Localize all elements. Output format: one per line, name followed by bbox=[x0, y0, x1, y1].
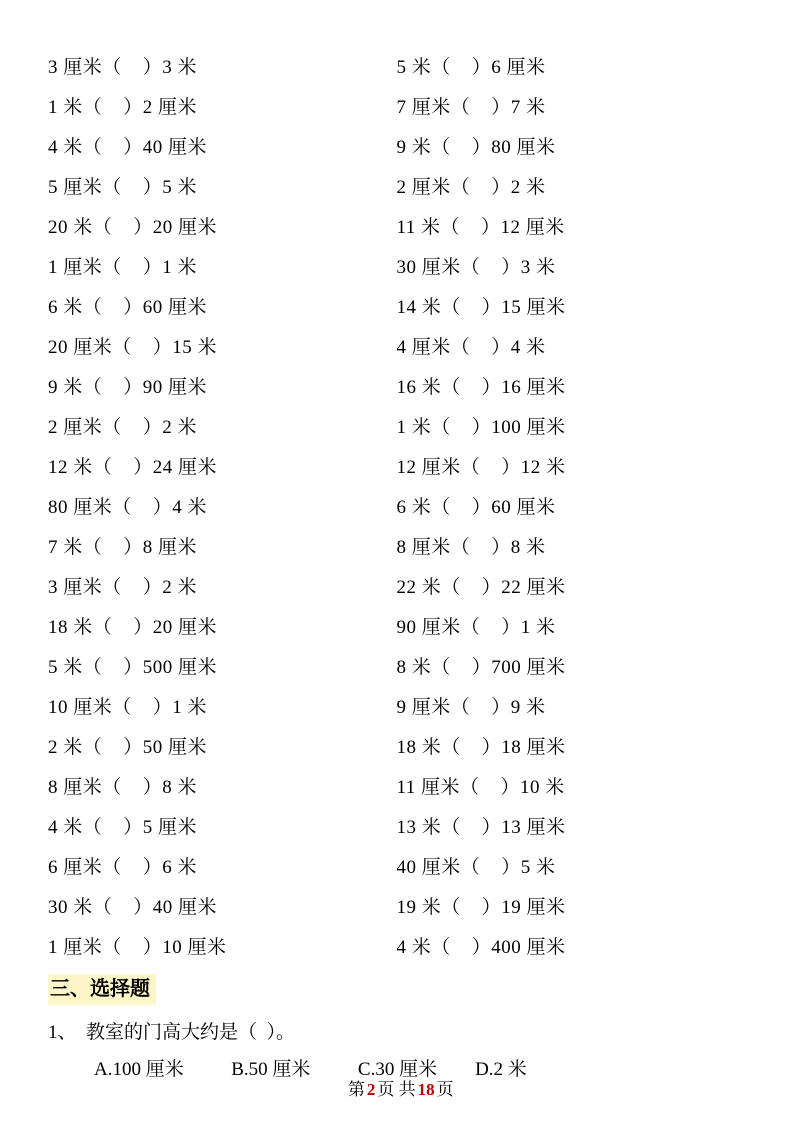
exercise-item: 20 厘米（ ）15 米 bbox=[48, 337, 218, 358]
exercise-item: 90 厘米（ ）1 米 bbox=[396, 617, 556, 638]
exercise-item: 9 米（ ）80 厘米 bbox=[396, 137, 556, 158]
exercise-item: 11 厘米（ ）10 米 bbox=[396, 777, 565, 798]
exercise-item: 8 米（ ）700 厘米 bbox=[396, 657, 566, 678]
exercise-item: 6 米（ ）60 厘米 bbox=[396, 497, 556, 518]
exercise-item: 2 厘米（ ）2 米 bbox=[396, 177, 546, 198]
footer-page-number: 2 bbox=[366, 1080, 376, 1099]
footer-total-pages: 18 bbox=[417, 1080, 435, 1099]
exercise-item: 3 厘米（ ）2 米 bbox=[48, 577, 198, 598]
exercise-item: 5 厘米（ ）5 米 bbox=[48, 177, 198, 198]
exercise-item: 14 米（ ）15 厘米 bbox=[396, 297, 566, 318]
exercise-column-right bbox=[397, 48, 746, 968]
exercise-item: 9 厘米（ ）9 米 bbox=[396, 697, 546, 718]
exercise-item: 2 厘米（ ）2 米 bbox=[48, 417, 198, 438]
exercise-item: 7 厘米（ ）7 米 bbox=[396, 97, 546, 118]
exercise-item: 18 米（ ）18 厘米 bbox=[396, 737, 566, 758]
footer-prefix: 第 bbox=[347, 1080, 365, 1099]
multiple-choice-options: A.100 厘米 B.50 厘米 C.30 厘米 D.2 米 bbox=[94, 1059, 527, 1080]
exercise-item: 9 米（ ）90 厘米 bbox=[48, 377, 208, 398]
exercise-item: 6 厘米（ ）6 米 bbox=[48, 857, 198, 878]
exercise-item: 3 厘米（ ）3 米 bbox=[48, 57, 198, 78]
exercise-item: 30 米（ ）40 厘米 bbox=[48, 897, 218, 918]
exercise-item: 16 米（ ）16 厘米 bbox=[396, 377, 566, 398]
exercise-item: 11 米（ ）12 厘米 bbox=[396, 217, 565, 238]
exercise-columns bbox=[48, 48, 745, 968]
exercise-item: 19 米（ ）19 厘米 bbox=[396, 897, 566, 918]
exercise-item: 1 厘米（ ）1 米 bbox=[48, 257, 198, 278]
exercise-item: 2 米（ ）50 厘米 bbox=[48, 737, 208, 758]
exercise-item: 5 米（ ）6 厘米 bbox=[396, 57, 546, 78]
exercise-item: 13 米（ ）13 厘米 bbox=[396, 817, 566, 838]
multiple-choice-question: 1、 教室的门高大约是（ ）。 bbox=[48, 1022, 296, 1043]
footer-suffix: 页 bbox=[436, 1080, 454, 1099]
section-heading-multiple-choice: 三、选择题 bbox=[48, 974, 156, 1005]
footer-middle: 页 共 bbox=[377, 1080, 416, 1099]
exercise-item: 80 厘米（ ）4 米 bbox=[48, 497, 208, 518]
exercise-item: 12 米（ ）24 厘米 bbox=[48, 457, 218, 478]
page-footer bbox=[0, 1055, 793, 1100]
exercise-item: 5 米（ ）500 厘米 bbox=[48, 657, 218, 678]
section-heading-wrapper bbox=[48, 968, 745, 1005]
exercise-item: 4 厘米（ ）4 米 bbox=[396, 337, 546, 358]
exercise-item: 4 米（ ）400 厘米 bbox=[396, 937, 566, 958]
exercise-item: 4 米（ ）40 厘米 bbox=[48, 137, 208, 158]
exercise-item: 8 厘米（ ）8 米 bbox=[396, 537, 546, 558]
exercise-item: 6 米（ ）60 厘米 bbox=[48, 297, 208, 318]
exercise-item: 4 米（ ）5 厘米 bbox=[48, 817, 198, 838]
exercise-item: 20 米（ ）20 厘米 bbox=[48, 217, 218, 238]
exercise-item: 1 米（ ）100 厘米 bbox=[396, 417, 566, 438]
exercise-item: 40 厘米（ ）5 米 bbox=[396, 857, 556, 878]
exercise-item: 8 厘米（ ）8 米 bbox=[48, 777, 198, 798]
exercise-item: 10 厘米（ ）1 米 bbox=[48, 697, 208, 718]
exercise-item: 7 米（ ）8 厘米 bbox=[48, 537, 198, 558]
exercise-item: 1 米（ ）2 厘米 bbox=[48, 97, 198, 118]
exercise-item: 22 米（ ）22 厘米 bbox=[396, 577, 566, 598]
exercise-item: 30 厘米（ ）3 米 bbox=[396, 257, 556, 278]
exercise-column-left bbox=[48, 48, 397, 968]
exercise-item: 18 米（ ）20 厘米 bbox=[48, 617, 218, 638]
exercise-item: 1 厘米（ ）10 厘米 bbox=[48, 937, 227, 958]
exercise-item: 12 厘米（ ）12 米 bbox=[396, 457, 566, 478]
